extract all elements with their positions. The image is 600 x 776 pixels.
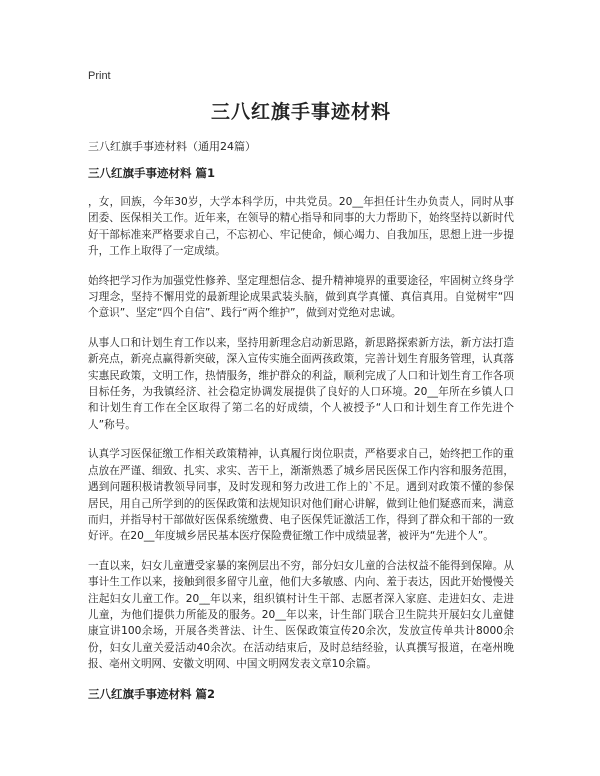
document-subtitle: 三八红旗手事迹材料（通用24篇）	[88, 140, 256, 153]
section-heading: 三八红旗手事迹材料 篇1	[88, 166, 216, 180]
paragraph: 始终把学习作为加强党性修养、坚定理想信念、提升精神境界的重要途径，牢固树立终身学习理念，坚持不懈用党的最新理论成果武装头脑，做到真学真懂、真信真用。自觉树牢“四个意识”、坚定“四个自信”、践行“两个维护”，做到对党绝对忠诚。	[88, 274, 514, 320]
paragraph: 从事人口和计划生育工作以来，坚持用新理念启动新思路，新思路探索新方法，新方法打造新亮点，新亮点赢得新突破，深入宣传实施全面两孩政策，完善计划生育服务管理，认真落实惠民政策，文明工作，热情服务，维护群众的利益，顺利完成了人口和计划生育工作各项目标任务，为我镇经济、社会稳定协调发展提供了良好的人口环境。20__年所在乡镇人口和计划生育工作在全区取得了第二名的好成绩，个人被授予“人口和计划生育工作先进个人”称号。	[88, 336, 514, 431]
paragraph: 一直以来，妇女儿童遭受家暴的案例层出不穷，部分妇女儿童的合法权益不能得到保障。从事计生工作以来，接触到很多留守儿童，他们大多敏感、内向、羞于表达，因此开始慢慢关注起妇女儿童工作。20__年以来，组织镇村计生干部、志愿者深入家庭、走进妇女、走进儿童，为他们提供力所能及的服务。20__年以来，计生部门联合卫生院共开展妇女儿童健康宣讲100余场，开展各类普法、计生、医保政策宣传20余次，发放宣传单共计8000余份，妇女儿童关爱活动40余次。在活动结束后，及时总结经验，认真撰写报道，在亳州晚报、亳州文明网、安徽文明网、中国文明网发表文章10余篇。	[88, 559, 514, 671]
paragraph: 认真学习医保征缴工作相关政策精神，认真履行岗位职责，严格要求自己，始终把工作的重点放在严谨、细致、扎实、求实、苦干上，渐渐熟悉了城乡居民医保工作内容和服务范围，遇到问题积极请教领导同事，及时发现和努力改进工作上的`不足。遇到对政策不懂的参保居民，用自己所学到的的医保政策和法规知识对他们耐心讲解，做到让他们疑惑而来，满意而归，并指导村干部做好医保系统缴费、电子医保凭证激活工作，得到了群众和干部的一致好评。在20__年度城乡居民基本医疗保险费征缴工作中成绩显著，被评为“先进个人”。	[88, 448, 514, 543]
print-link[interactable]: Print	[88, 70, 111, 82]
paragraph: ，女，回族，今年30岁，大学本科学历，中共党员。20__年担任计生办负责人，同时从事团委、医保相关工作。近年来，在领导的精心指导和同事的大力帮助下，始终坚持以新时代好干部标准来严格要求自己，不忘初心、牢记使命，倾心竭力、自我加压，思想上进一步提升，工作上取得了一定成绩。	[88, 196, 514, 258]
section-heading: 三八红旗手事迹材料 篇2	[88, 686, 216, 701]
page-title: 三八红旗手事迹材料	[210, 101, 391, 123]
